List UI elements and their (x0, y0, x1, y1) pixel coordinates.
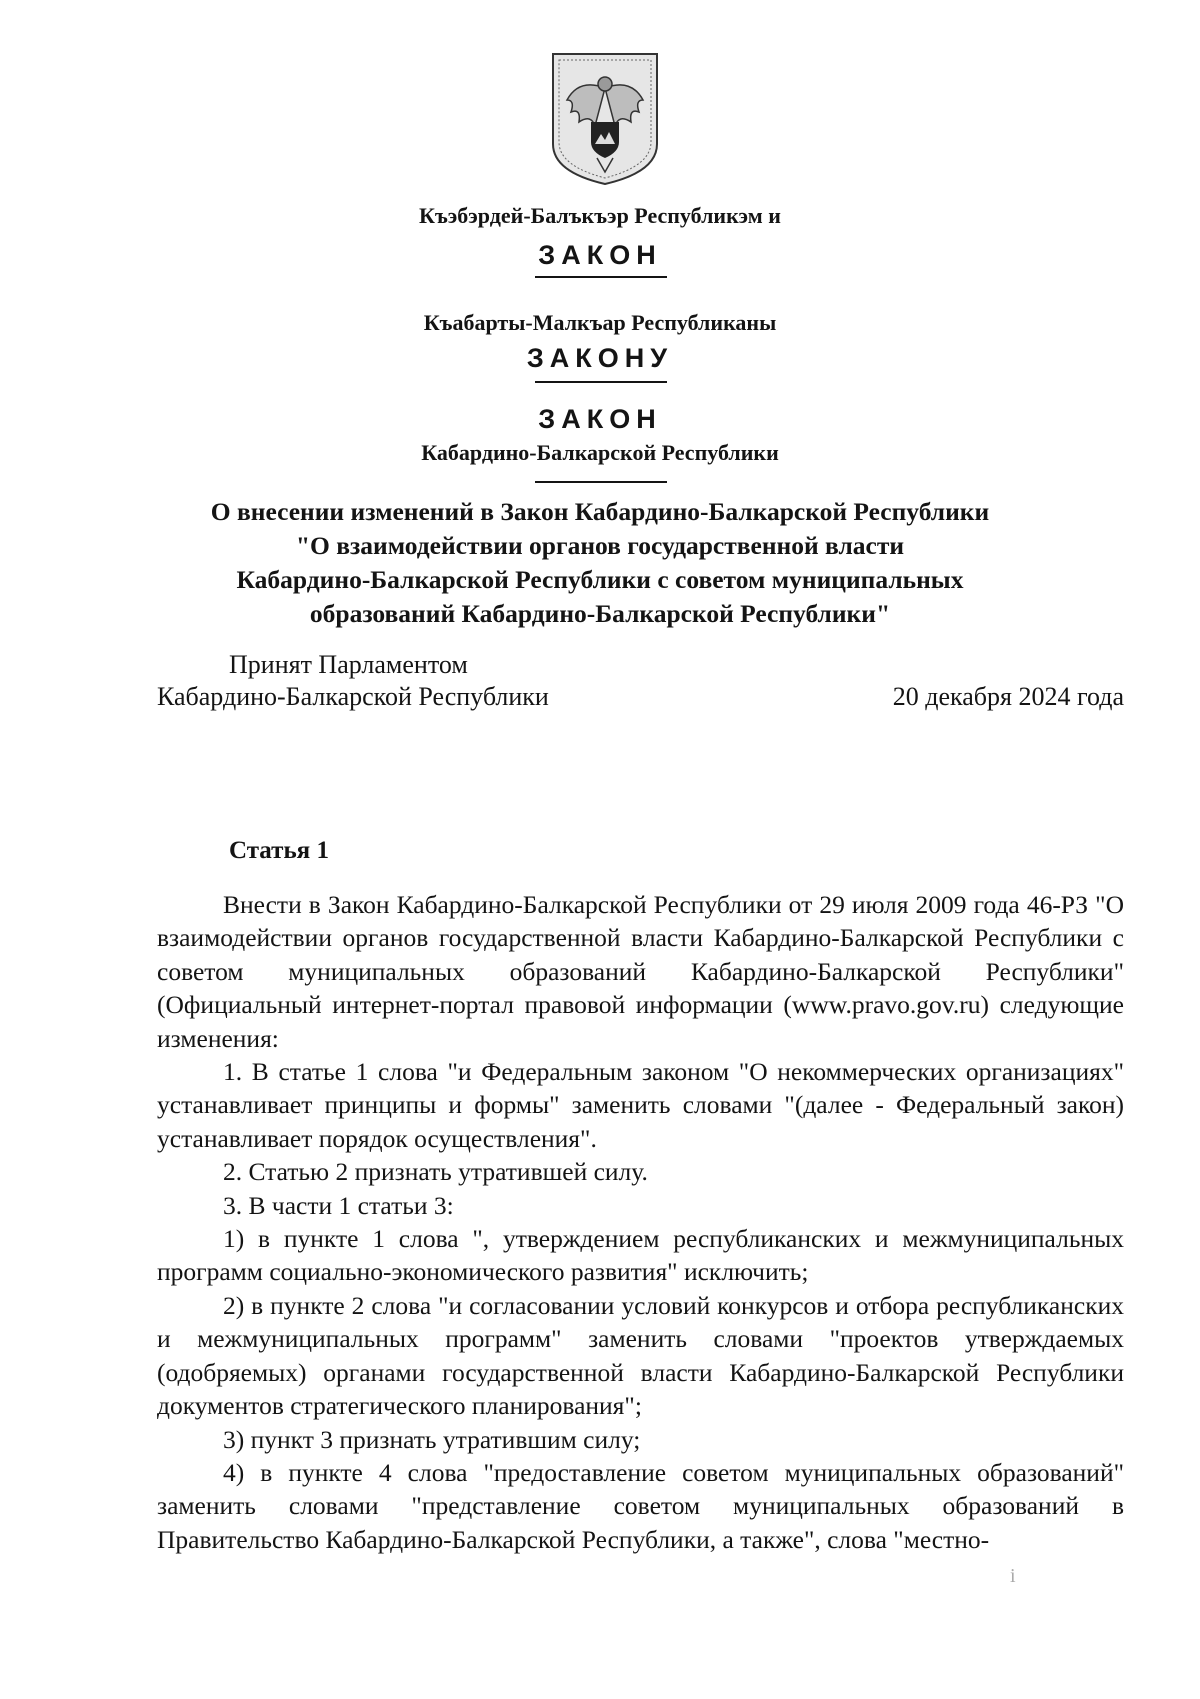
article-paragraph: 3. В части 1 статьи 3: (223, 1190, 454, 1220)
title-line: Кабардино-Балкарской Республики с советом муниципальных (236, 565, 964, 594)
kbd-law-word: ЗАКОН (538, 240, 662, 270)
ru-law-word: ЗАКОН (538, 404, 662, 434)
coat-of-arms-icon (545, 48, 665, 188)
divider (535, 481, 667, 483)
divider (535, 381, 667, 383)
divider (535, 276, 667, 278)
article-paragraph: 2. Статью 2 признать утратившей силу. (223, 1157, 648, 1187)
article-paragraph: 3) пункт 3 признать утратившим силу; (223, 1424, 641, 1454)
kbd-republic-name: Къэбэрдей-Балъкъэр Республикэм и (419, 203, 781, 228)
article-paragraph: 1. В статье 1 слова "и Федеральным законом "О некоммерческих организациях" устанавливает принципы и формы" заменить словами "(далее - Федеральный закон) устанавливает порядок осуществления". (157, 1057, 1124, 1153)
adoption-date: 20 декабря 2024 года (892, 682, 1124, 711)
krc-republic-name: Къабарты-Малкъар Республиканы (423, 310, 777, 335)
page-mark: i (1010, 1565, 1016, 1587)
article-paragraph: 1) в пункте 1 слова ", утверждением республиканских и межмуниципальных программ социально-экономического развития" исключить; (157, 1224, 1124, 1287)
title-line: образований Кабардино-Балкарской Республики" (309, 599, 891, 628)
article-paragraph: 2) в пункте 2 слова "и согласовании условий конкурсов и отбора республиканских и межмуниципальных программ" заменить словами "проектов утверждаемых (одобряемых) органами государственной власти Кабардино-Балкарской Республики документов стратегического планирования"; (157, 1290, 1124, 1421)
title-line: О внесении изменений в Закон Кабардино-Балкарской Республики (210, 497, 990, 526)
article-paragraph: 4) в пункте 4 слова "предоставление советом муниципальных образований" заменить словами "представление советом муниципальных образований в Правительство Кабардино-Балкарской Республики, а также", слова "местно- (157, 1457, 1124, 1554)
title-line: "О взаимодействии органов государственной власти (295, 531, 905, 560)
adoption-line-2: Кабардино-Балкарской Республики (157, 682, 549, 711)
article-body (157, 888, 1124, 1556)
law-title (140, 495, 1060, 631)
article-paragraph: Внести в Закон Кабардино-Балкарской Республики от 29 июля 2009 года 46-РЗ "О взаимодействии органов государственной власти Кабардино-Балкарской Республики с советом муниципальных образований Кабардино-Балкарской Республики" (Официальный интернет-портал правовой информации (www.pravo.gov.ru) следующие изменения: (157, 890, 1124, 1053)
krc-law-word: ЗАКОНУ (526, 343, 674, 373)
adoption-line-1: Принят Парламентом (229, 650, 468, 679)
ru-republic-name: Кабардино-Балкарской Республики (421, 440, 779, 465)
article-heading: Статья 1 (229, 837, 329, 864)
